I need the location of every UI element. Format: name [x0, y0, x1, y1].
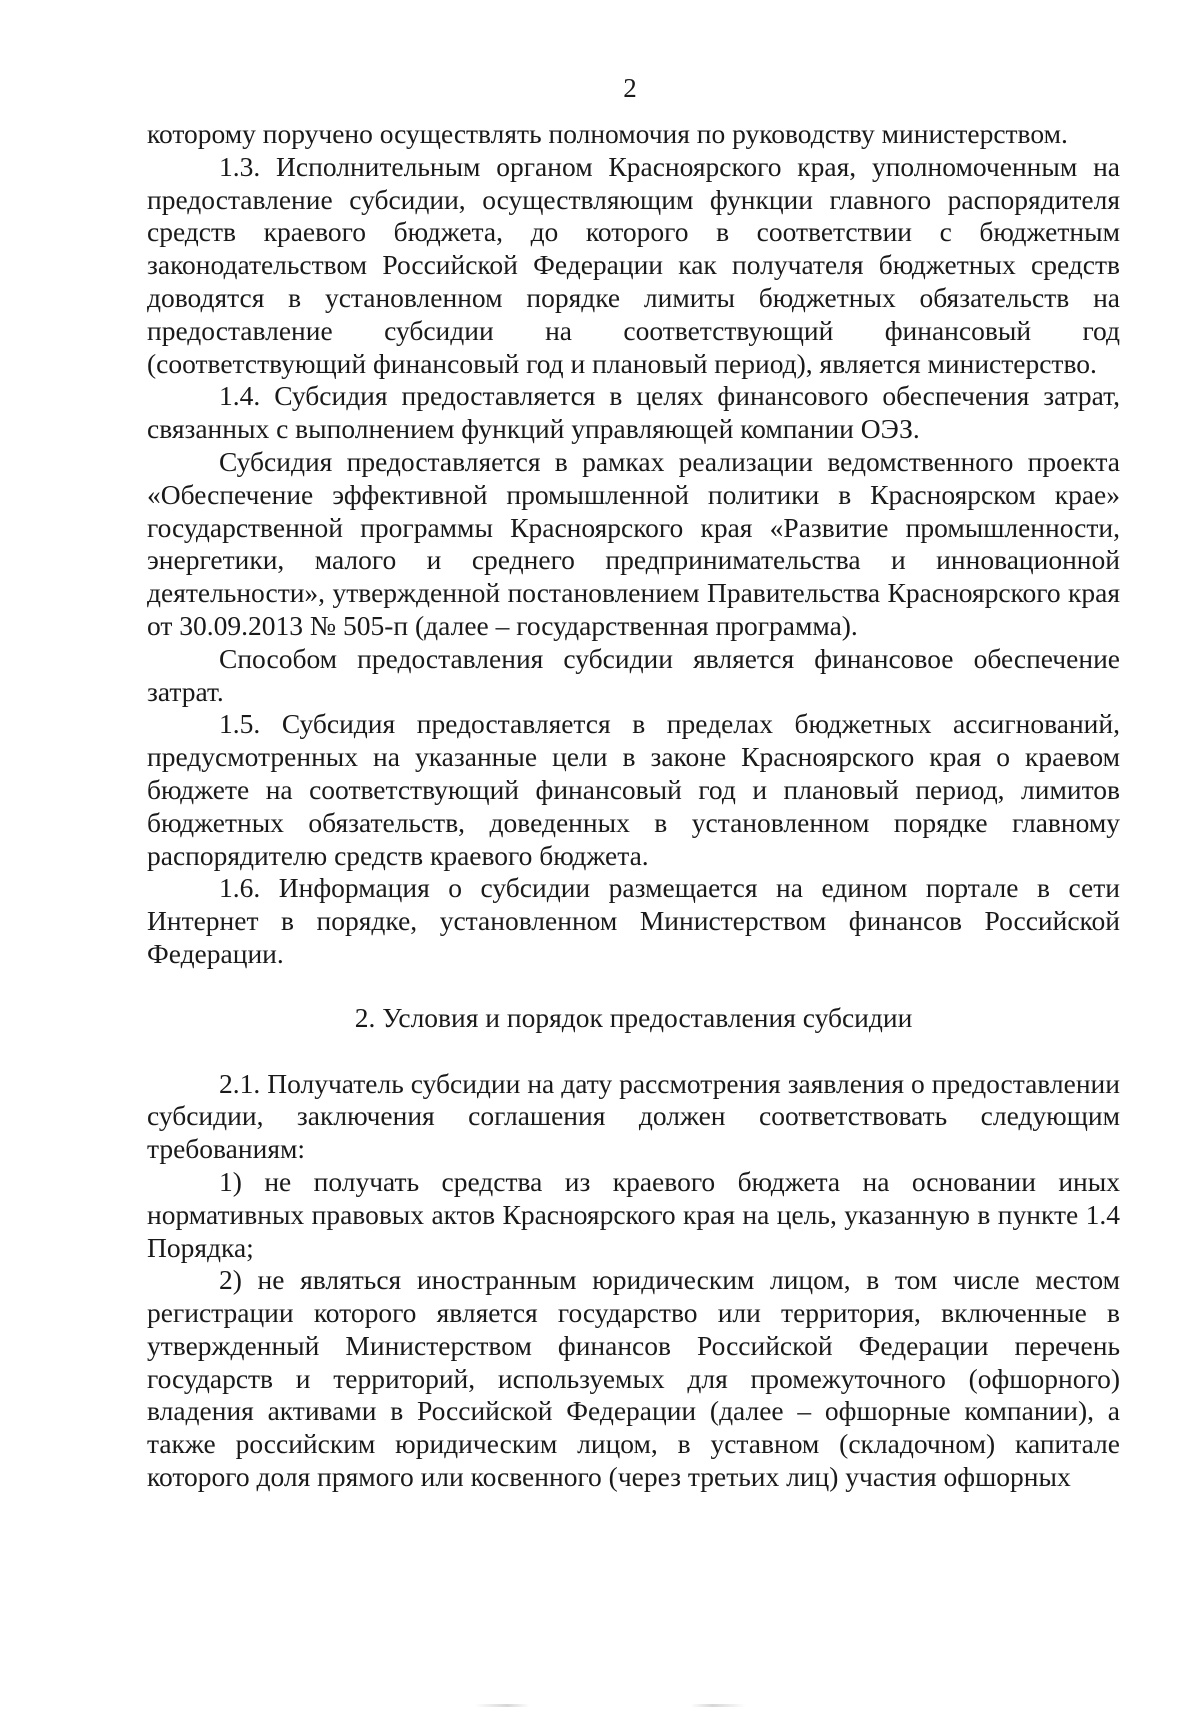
paragraph-2-1: 2.1. Получатель субсидии на дату рассмотрения заявления о предоставлении субсидии, заключения соглашения должен соответствовать следующим требованиям: [147, 1067, 1120, 1165]
paragraph-continuation: которому поручено осуществлять полномочия по руководству министерством. [147, 118, 1068, 149]
paragraph-subsidy-method: Способом предоставления субсидии является финансовое обеспечение затрат. [147, 642, 1120, 707]
section-heading: 2. Условия и порядок предоставления субсидии [354, 1001, 913, 1033]
paragraph-1-5: 1.5. Субсидия предоставляется в пределах бюджетных ассигнований, предусмотренных на указанные цели в законе Красноярского края о краевом бюджете на соответствующий финансовый год и плановый период, лимитов бюджетных обязательств, доведенных в установленном порядке главному распорядителю средств краевого бюджета. [147, 708, 1120, 871]
list-item-1: 1) не получать средства из краевого бюджета на основании иных нормативных правовых актов Красноярского края на цель, указанную в пункте 1.4 Порядка; [147, 1165, 1120, 1263]
scan-artifact [475, 1704, 745, 1707]
paragraph-subsidy-project: Субсидия предоставляется в рамках реализации ведомственного проекта «Обеспечение эффективной промышленной политики в Красноярском крае» государственной программы Красноярского края «Развитие промышленности, энергетики, малого и среднего предпринимательства и инновационной деятельности», утвержденной постановлением Правительства Красноярского края от 30.09.2013 № 505-п (далее – государственная программа). [147, 445, 1120, 641]
page-number: 2 [623, 73, 637, 103]
paragraph-1-6: 1.6. Информация о субсидии размещается на едином портале в сети Интернет в порядке, установленном Министерством финансов Российской Федерации. [147, 872, 1120, 969]
paragraph-1-3: 1.3. Исполнительным органом Красноярского края, уполномоченным на предоставление субсидии, осуществляющим функции главного распорядителя средств краевого бюджета, до которого в соответствии с бюджетным законодательством Российской Федерации как получателя бюджетных средств доводятся в установленном порядке лимиты бюджетных обязательств на предоставление субсидии на соответствующий финансовый год (соответствующий финансовый год и плановый период), является министерство. [147, 150, 1120, 379]
list-item-2: 2) не являться иностранным юридическим лицом, в том числе местом регистрации которого является государство или территория, включенные в утвержденный Министерством финансов Российской Федерации перечень государств и территорий, используемых для промежуточного (офшорного) владения активами в Российской Федерации (далее – офшорные компании), а также российским юридическим лицом, в уставном (складочном) капитале которого доля прямого или косвенного (через третьих лиц) участия офшорных [147, 1264, 1120, 1493]
document-body [147, 118, 1120, 1494]
paragraph-1-4: 1.4. Субсидия предоставляется в целях финансового обеспечения затрат, связанных с выполнением функций управляющей компании ОЭЗ. [147, 380, 1120, 445]
